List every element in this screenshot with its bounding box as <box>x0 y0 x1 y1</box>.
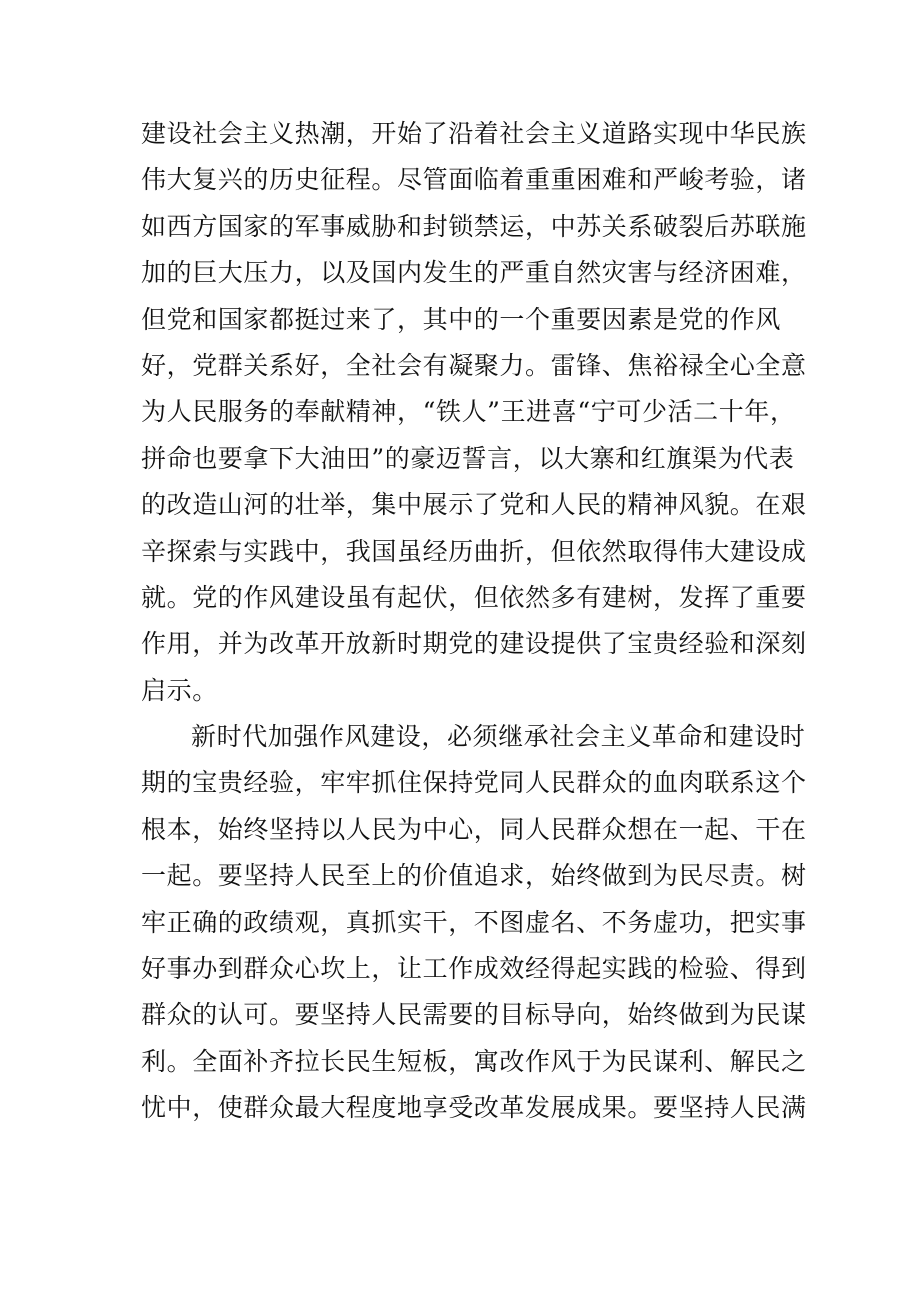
paragraph-2-line: 期的宝贵经验，牢牢抓住保持党同人民群众的血肉联系这个 <box>141 768 807 798</box>
paragraph-2-line: 利。全面补齐拉长民生短板，寓改作风于为民谋利、解民之 <box>141 1046 807 1076</box>
paragraph-2-line: 牢正确的政绩观，真抓实干，不图虚名、不务虚功，把实事 <box>141 907 807 937</box>
paragraph-1-line: 如西方国家的军事威胁和封锁禁运，中苏关系破裂后苏联施 <box>141 211 807 241</box>
paragraph-1-line: 拼命也要拿下大油田”的豪迈誓言，以大寨和红旗渠为代表 <box>141 443 795 473</box>
paragraph-2-line: 一起。要坚持人民至上的价值追求，始终做到为民尽责。树 <box>141 861 807 891</box>
body-text <box>141 111 807 1132</box>
paragraph-2-line: 忧中，使群众最大程度地享受改革发展成果。要坚持人民满 <box>141 1093 807 1123</box>
paragraph-1-line: 为人民服务的奉献精神，“铁人”王进喜“宁可少活二十年， <box>141 397 796 427</box>
paragraph-2-line: 好事办到群众心坎上，让工作成效经得起实践的检验、得到 <box>141 954 807 984</box>
paragraph-1-line: 作用，并为改革开放新时期党的建设提供了宝贵经验和深刻 <box>141 629 807 659</box>
paragraph-1-line: 就。党的作风建设虽有起伏，但依然多有建树，发挥了重要 <box>141 582 807 612</box>
paragraph-2-line: 根本，始终坚持以人民为中心，同人民群众想在一起、干在 <box>141 814 807 844</box>
paragraph-1-line: 加的巨大压力，以及国内发生的严重自然灾害与经济困难， <box>141 258 807 288</box>
paragraph-1-line: 但党和国家都挺过来了，其中的一个重要因素是党的作风 <box>141 304 782 334</box>
paragraph-2-line: 群众的认可。要坚持人民需要的目标导向，始终做到为民谋 <box>141 1000 807 1030</box>
paragraph-1-line: 好，党群关系好，全社会有凝聚力。雷锋、焦裕禄全心全意 <box>141 350 807 380</box>
paragraph-1-line: 启示。 <box>141 675 218 705</box>
paragraph-1-line: 建设社会主义热潮，开始了沿着社会主义道路实现中华民族 <box>141 119 807 148</box>
paragraph-1-line: 伟大复兴的历史征程。尽管面临着重重困难和严峻考验，诸 <box>141 165 807 195</box>
paragraph-1-line: 辛探索与实践中，我国虽经历曲折，但依然取得伟大建设成 <box>141 536 807 566</box>
paragraph-1-line: 的改造山河的壮举，集中展示了党和人民的精神风貌。在艰 <box>141 490 807 520</box>
paragraph-2-first-line: 新时代加强作风建设，必须继承社会主义革命和建设时 <box>191 722 806 752</box>
